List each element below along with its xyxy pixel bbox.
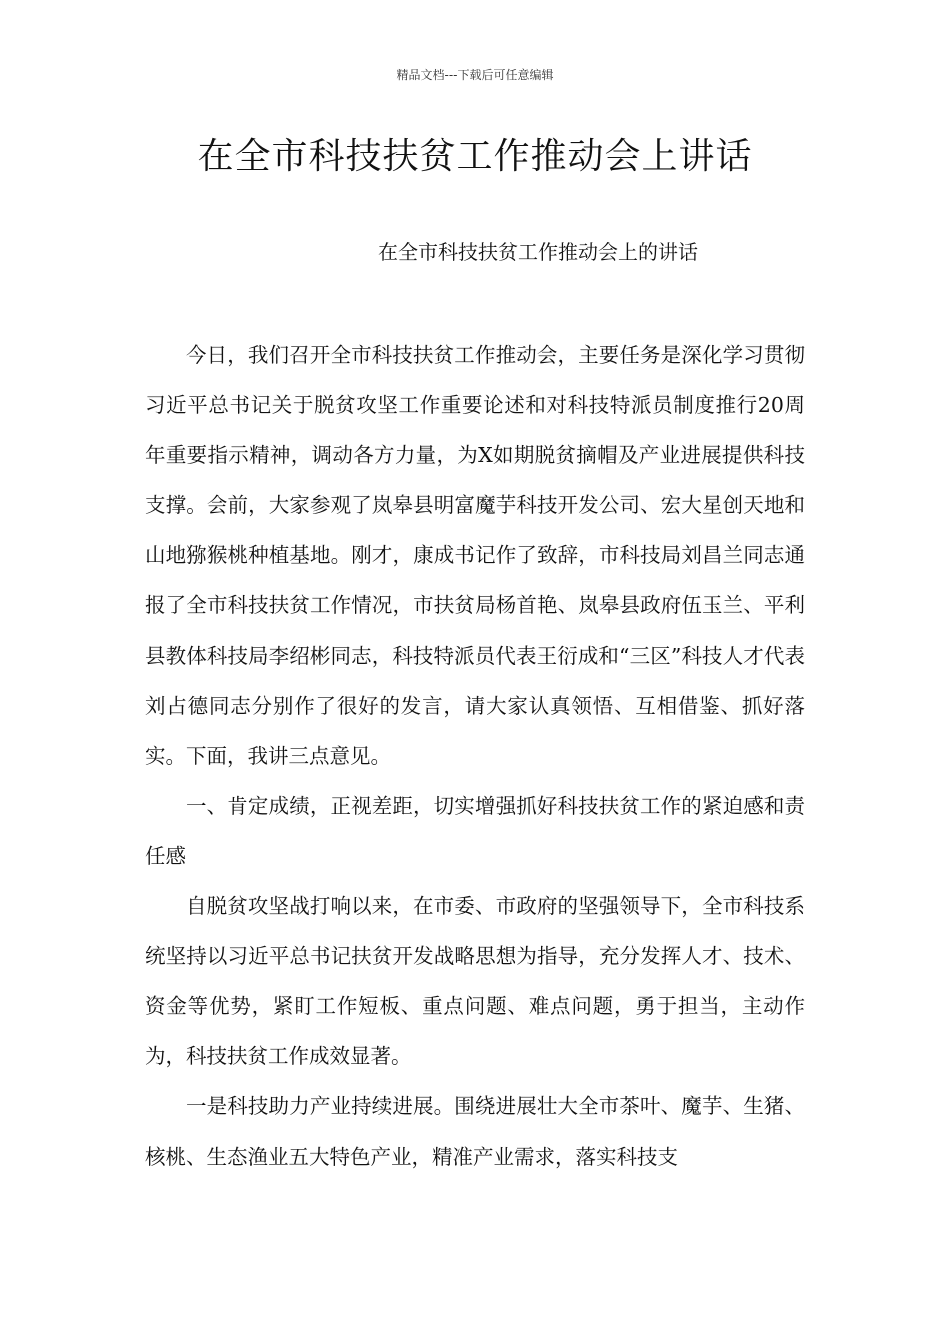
document-title: 在全市科技扶贫工作推动会上讲话 [197,136,753,177]
paragraph: 自脱贫攻坚战打响以来，在市委、市政府的坚强领导下，全市科技系统坚持以习近平总书记扶贫开发战略思想为指导，充分发挥人才、技术、资金等优势，紧盯工作短板、重点问题、难点问题，勇于担当，主动作为，科技扶贫工作成效显著。 [145,894,805,1069]
paragraph: 今日，我们召开全市科技扶贫工作推动会，主要任务是深化学习贯彻习近平总书记关于脱贫攻坚工作重要论述和对科技特派员制度推行20周年重要指示精神，调动各方力量，为X如期脱贫摘帽及产业进展提供科技支撑。会前，大家参观了岚皋县明富魔芋科技开发公司、宏大星创天地和山地猕猴桃种植基地。刚才，康成书记作了致辞，市科技局刘昌兰同志通报了全市科技扶贫工作情况，市扶贫局杨首艳、岚皋县政府伍玉兰、平利县教体科技局李绍彬同志，科技特派员代表王衍成和“三区”科技人才代表刘占德同志分别作了很好的发言，请大家认真领悟、互相借鉴、抓好落实。下面，我讲三点意见。 [145,343,805,768]
header-note: 精品文档---下载后可任意编辑 [396,68,554,82]
paragraph: 一是科技助力产业持续进展。围绕进展壮大全市茶叶、魔芋、生猪、核桃、生态渔业五大特色产业，精准产业需求，落实科技支 [145,1094,805,1169]
document-subtitle: 在全市科技扶贫工作推动会上的讲话 [378,240,698,264]
document-body [145,330,805,1182]
section-heading: 一、肯定成绩，正视差距，切实增强抓好科技扶贫工作的紧迫感和责任感 [145,793,805,868]
